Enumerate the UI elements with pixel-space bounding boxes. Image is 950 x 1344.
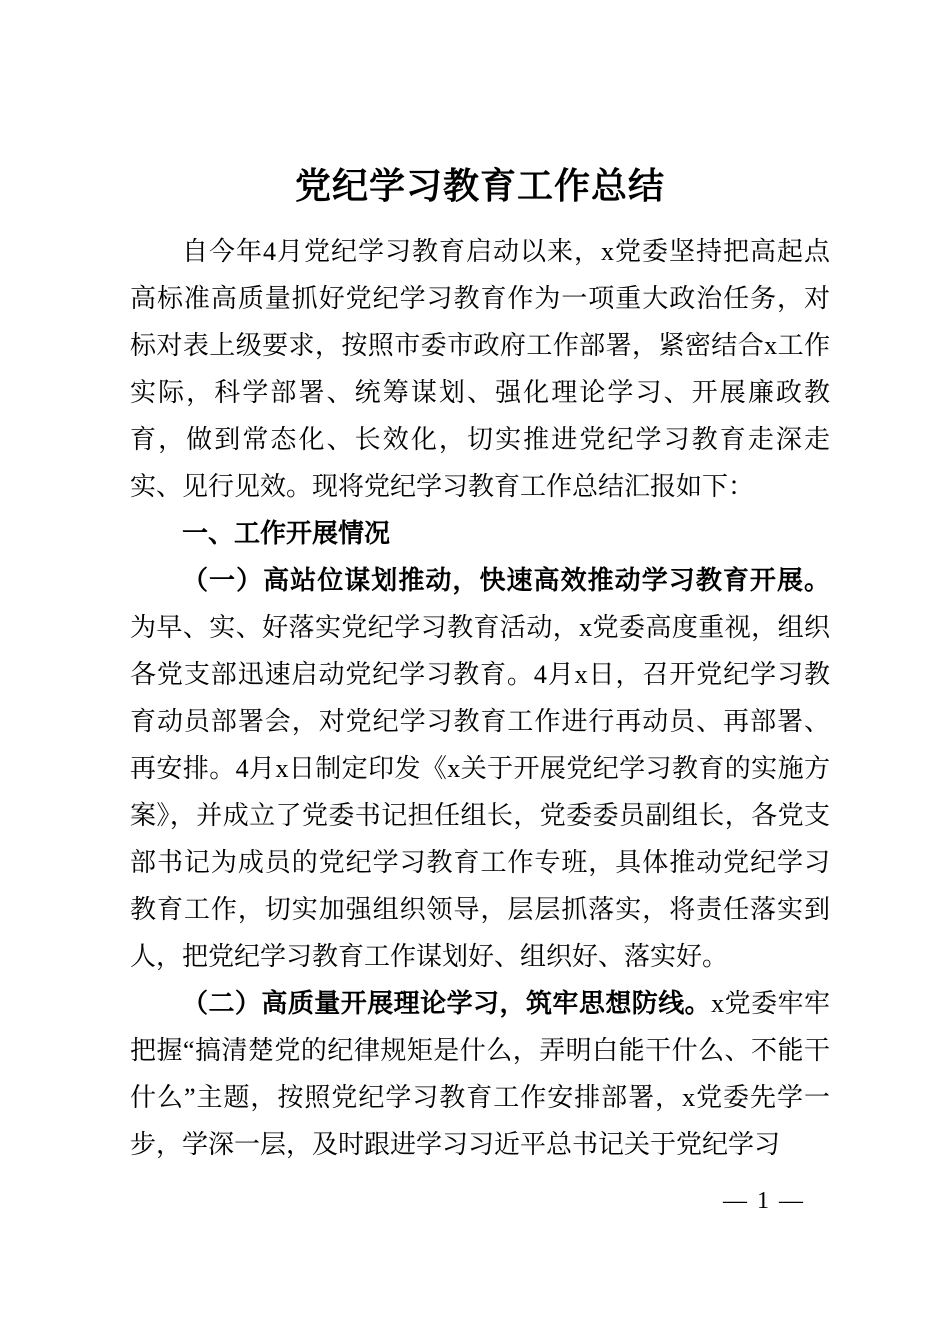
document-title: 党纪学习教育工作总结 <box>294 166 665 206</box>
subsection-1-lead: （一）高站位谋划推动，快速高效推动学习教育开展。 <box>182 566 830 595</box>
page-number: — 1 — <box>723 1188 805 1214</box>
subsection-2-paragraph <box>130 980 830 1168</box>
subsection-2-lead: （二）高质量开展理论学习，筑牢思想防线。 <box>182 989 712 1018</box>
intro-paragraph: 自今年4月党纪学习教育启动以来，x党委坚持把高起点高标准高质量抓好党纪学习教育作为一项重大政治任务，对标对表上级要求，按照市委市政府工作部署，紧密结合x工作实际，科学部署、统筹谋划、强化理论学习、开展廉政教育，做到常态化、长效化，切实推进党纪学习教育走深走实、见行见效。现将党纪学习教育工作总结汇报如下： <box>130 237 830 501</box>
section-1-heading: 一、工作开展情况 <box>182 518 391 548</box>
subsection-1-paragraph <box>130 557 830 980</box>
document-content <box>130 158 830 1168</box>
subsection-2-body: x党委牢牢把握“搞清楚党的纪律规矩是什么，弄明白能干什么、不能干什么”主题，按照党纪学习教育工作安排部署，x党委先学一步，学深一层，及时跟进学习习近平总书记关于党纪学习 <box>130 989 830 1159</box>
subsection-1-body: 为早、实、好落实党纪学习教育活动，x党委高度重视，组织各党支部迅速启动党纪学习教育。4月x日，召开党纪学习教育动员部署会，对党纪学习教育工作进行再动员、再部署、再安排。4月x日制定印发《x关于开展党纪学习教育的实施方案》，并成立了党委书记担任组长，党委委员副组长，各党支部书记为成员的党纪学习教育工作专班，具体推动党纪学习教育工作，切实加强组织领导，层层抓落实，将责任落实到人，把党纪学习教育工作谋划好、组织好、落实好。 <box>130 613 830 971</box>
